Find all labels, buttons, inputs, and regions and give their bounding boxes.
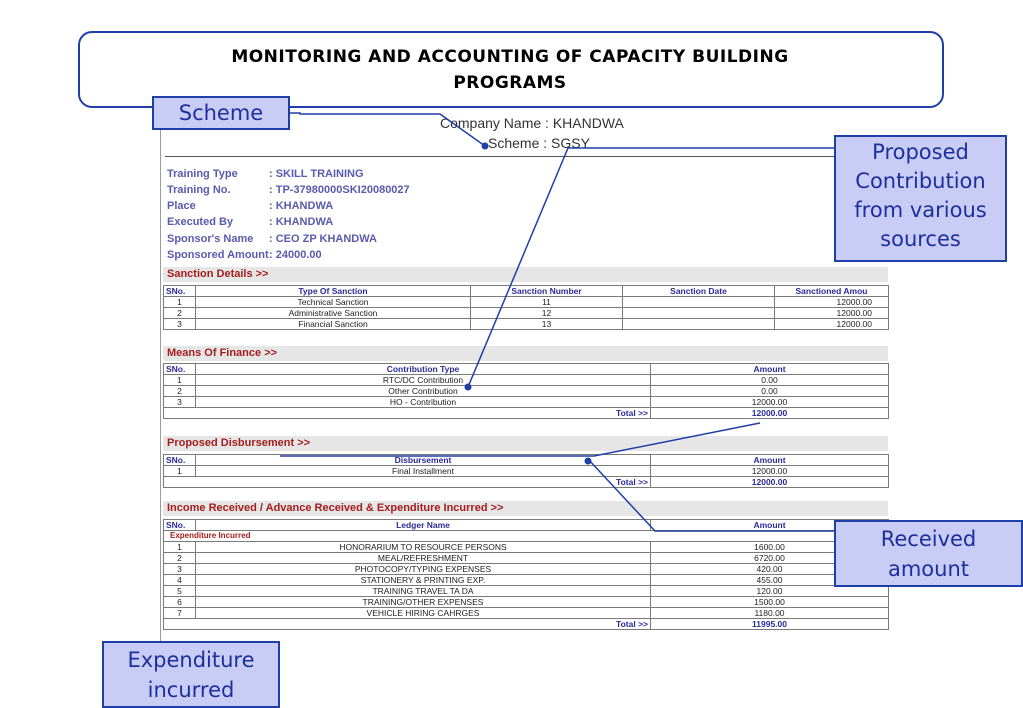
table-row: 7 VEHICLE HIRING CAHRGES 1180.00 [164,608,889,619]
scheme-connector-line [290,113,485,146]
table-header-row: SNo. Ledger Name Amount [164,520,889,531]
table-header-row: SNo. Contribution Type Amount [164,364,889,375]
subheading-row: Expenditure Incurred [164,531,889,542]
callout-received-amount: Received amount [834,520,1023,587]
title-line-1: MONITORING AND ACCOUNTING OF CAPACITY BUILDING [231,47,789,67]
table-row: 1 RTC/DC Contribution 0.00 [164,375,889,386]
info-executed-by: Executed By : KHANDWA [167,216,334,228]
proposed-connector-line [468,148,588,387]
info-place: Place : KHANDWA [167,200,334,212]
callout-expenditure-incurred: Expenditure incurred [102,641,280,708]
info-sponsor-name: Sponsor's Name : CEO ZP KHANDWA [167,233,377,245]
total-row: Total >> 12000.00 [164,477,889,488]
title-line-2: PROGRAMS [453,73,567,93]
table-row: 1 HONORARIUM TO RESOURCE PERSONS 1600.00 [164,542,889,553]
table-row: 3 Financial Sanction 13 12000.00 [164,319,889,330]
expenditure-connector-line [280,423,760,456]
section-means-of-finance: Means Of Finance >> [163,346,888,361]
total-row: Total >> 12000.00 [164,408,889,419]
table-row: 5 TRAINING TRAVEL TA DA 120.00 [164,586,889,597]
callout-scheme: Scheme [152,96,290,130]
callout-proposed-contribution: Proposed Contribution from various sources [834,135,1007,262]
table-row: 2 Administrative Sanction 12 12000.00 [164,308,889,319]
section-proposed-disbursement: Proposed Disbursement >> [163,436,888,451]
scheme-label: Scheme : SGSY [488,135,590,151]
proposed-pointer-dot [465,384,472,391]
info-training-type: Training Type : SKILL TRAINING [167,168,364,180]
company-name: Company Name : KHANDWA [440,115,624,131]
table-row: 1 Technical Sanction 11 12000.00 [164,297,889,308]
section-sanction-details: Sanction Details >> [163,267,888,282]
received-connector-line [588,459,838,531]
total-row: Total >> 11995.00 [164,619,889,630]
info-training-no: Training No. : TP-37980000SKI20080027 [167,184,410,196]
info-sponsored-amount: Sponsored Amount: 24000.00 [167,249,322,261]
table-row: 2 MEAL/REFRESHMENT 6720.00 [164,553,889,564]
table-header-row: SNo. Type Of Sanction Sanction Number Sanction Date Sanctioned Amou [164,286,889,297]
table-row: 3 PHOTOCOPY/TYPING EXPENSES 420.00 [164,564,889,575]
received-pointer-dot [585,458,592,465]
table-row: 6 TRAINING/OTHER EXPENSES 1500.00 [164,597,889,608]
table-row: 4 STATIONERY & PRINTING EXP. 455.00 [164,575,889,586]
scheme-pointer-dot [482,143,489,150]
table-header-row: SNo. Disbursement Amount [164,455,889,466]
table-row: 2 Other Contribution 0.00 [164,386,889,397]
table-row: 3 HO - Contribution 12000.00 [164,397,889,408]
table-row: 1 Final Installment 12000.00 [164,466,889,477]
section-income-received: Income Received / Advance Received & Expenditure Incurred >> [163,501,888,516]
